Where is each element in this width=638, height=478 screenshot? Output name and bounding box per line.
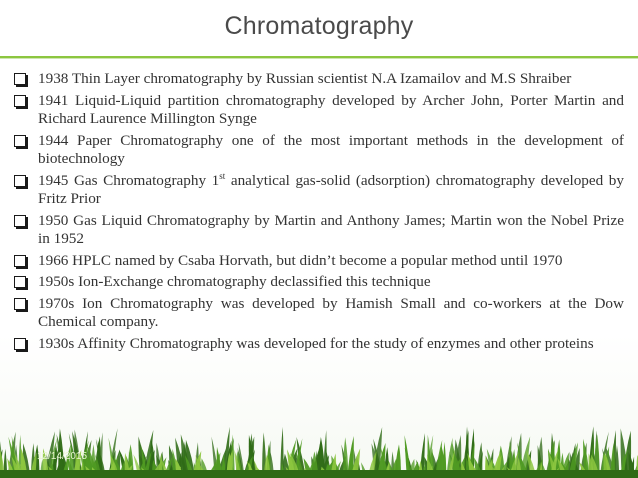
bullet-text: 1966 HPLC named by Csaba Horvath, but didn’t become a popular method until 1970: [38, 251, 563, 269]
bullet-text: 1950s Ion-Exchange chromatography declassified this technique: [38, 273, 431, 290]
bullet-item-1966: [14, 252, 624, 271]
bullet-text-pre: 1945 Gas Chromatography 1: [38, 171, 220, 189]
bullet-item-1930s: [14, 335, 624, 354]
bullet-text: 1950 Gas Liquid Chromatography by Martin and Anthony James; Martin won the Nobel Prize in 1952: [38, 211, 624, 247]
bullet-item-1941: [14, 92, 624, 129]
hollow-square-bullet-icon: [14, 175, 26, 187]
hollow-square-bullet-icon: [14, 298, 26, 310]
hollow-square-bullet-icon: [14, 135, 26, 147]
hollow-square-bullet-icon: [14, 73, 26, 85]
bullet-text: 1944 Paper Chromatography one of the most important methods in the development of biotechnology: [38, 131, 624, 167]
bullet-text: 1938 Thin Layer chromatography by Russian scientist N.A Izamailov and M.S Shraiber: [38, 70, 572, 87]
slide-title: Chromatography: [224, 12, 414, 40]
hollow-square-bullet-icon: [14, 95, 26, 107]
bullet-item-1950: [14, 212, 624, 249]
title-divider-shadow: [0, 58, 638, 59]
bullet-item-1950s: [14, 273, 624, 292]
hollow-square-bullet-icon: [14, 215, 26, 227]
slide-date: 12/14/2015: [37, 451, 88, 462]
bullet-item-1944: [14, 132, 624, 169]
grass-decoration: [0, 408, 638, 478]
bullet-item-1970s: [14, 295, 624, 332]
bullet-text: 1941 Liquid-Liquid partition chromatography developed by Archer John, Porter Martin and Richard Laurence Millington Synge: [38, 91, 624, 127]
bullet-item-1938: [14, 70, 624, 89]
bullet-text: 1970s Ion Chromatography was developed by Hamish Small and co-workers at the Dow Chemical company.: [38, 294, 624, 330]
hollow-square-bullet-icon: [14, 276, 26, 288]
bullet-item-1945: [14, 172, 624, 209]
bullet-list: [14, 70, 624, 356]
bullet-text-post: analytical gas-solid (adsorption) chromatography developed by Fritz Prior: [38, 171, 624, 207]
bullet-text: 1930s Affinity Chromatography was developed for the study of enzymes and other proteins: [38, 334, 594, 352]
grass-base: [0, 470, 638, 478]
hollow-square-bullet-icon: [14, 255, 26, 267]
bullet-text-superscript: st: [219, 170, 226, 181]
hollow-square-bullet-icon: [14, 338, 26, 350]
